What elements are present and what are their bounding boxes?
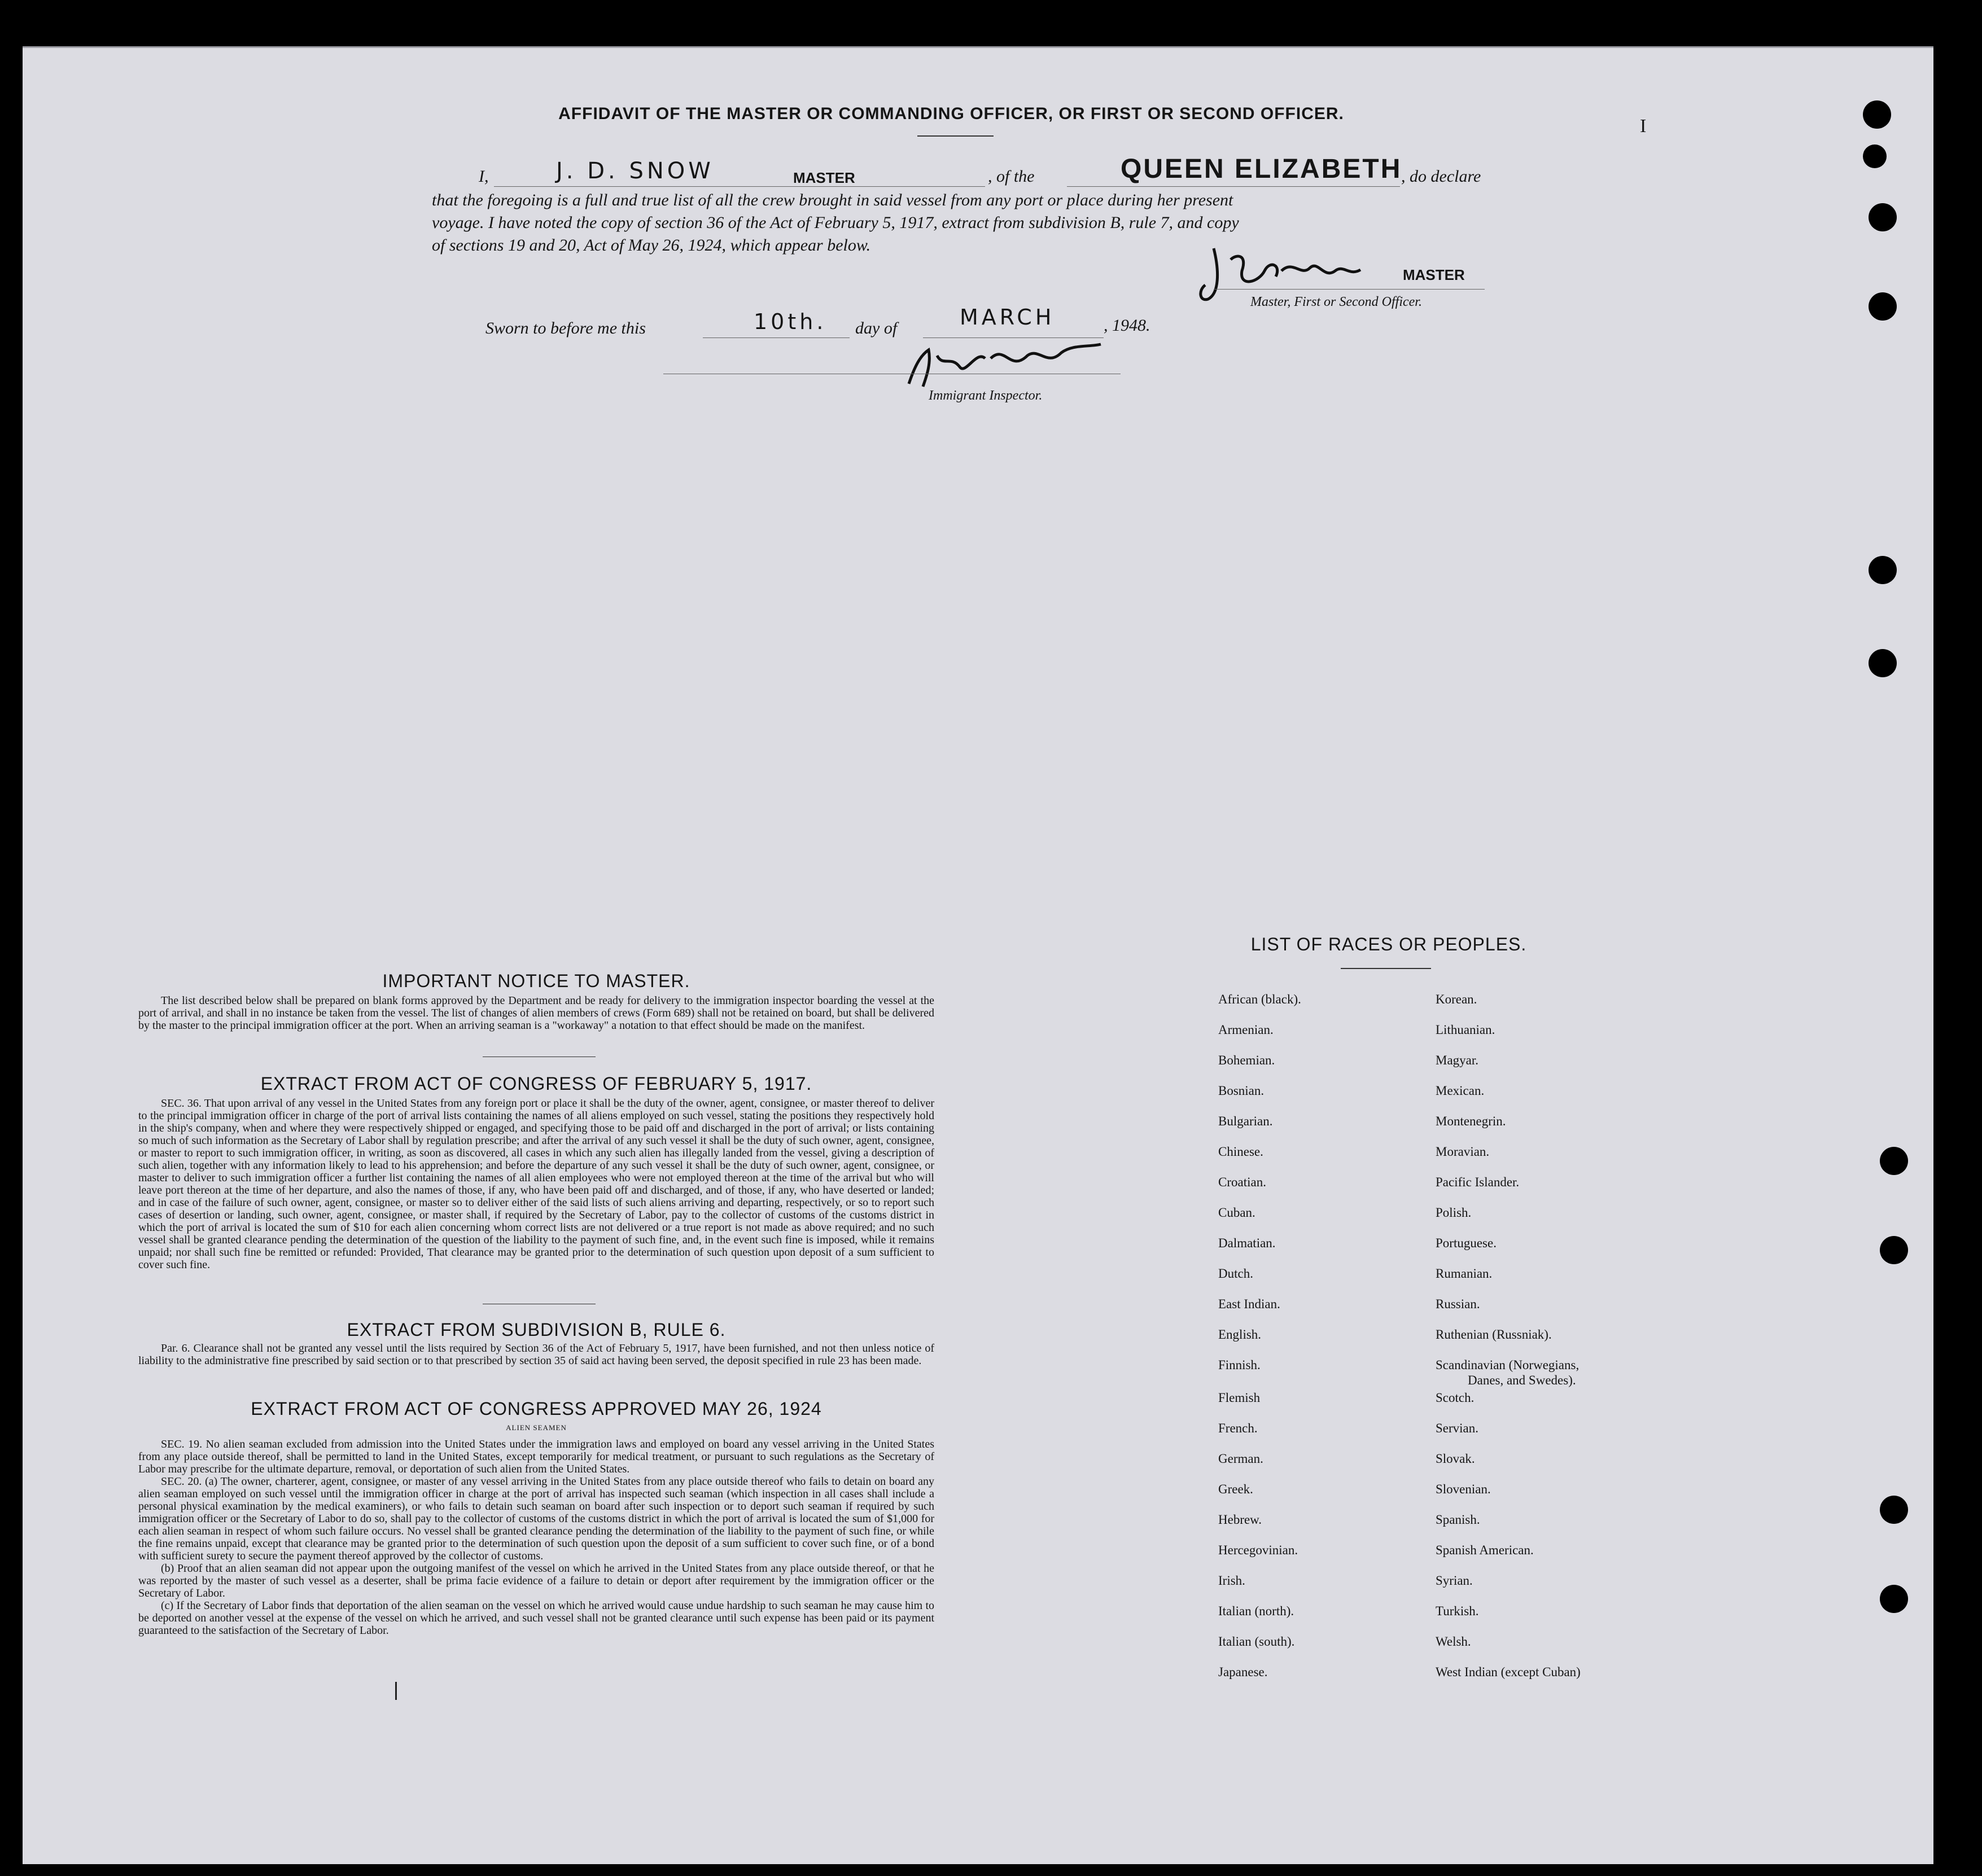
scandinavian-continuation: Danes, and Swedes). xyxy=(1468,1373,1576,1387)
race-item: Slovenian. xyxy=(1436,1482,1491,1496)
affidavit-i: I, xyxy=(479,167,489,186)
punch-hole xyxy=(1880,1585,1908,1613)
race-item: Dalmatian. xyxy=(1218,1236,1276,1250)
race-item: Croatian. xyxy=(1218,1175,1266,1189)
extract-1924-title: EXTRACT FROM ACT OF CONGRESS APPROVED MAY 26, 1924 xyxy=(251,1399,822,1419)
punch-hole xyxy=(1869,649,1897,677)
margin-tick xyxy=(395,1682,397,1700)
races-divider xyxy=(1341,968,1431,969)
punch-hole xyxy=(1869,292,1897,321)
race-item: German. xyxy=(1218,1452,1263,1466)
race-item: West Indian (except Cuban) xyxy=(1436,1665,1581,1679)
race-item: Russian. xyxy=(1436,1297,1480,1311)
race-item: Cuban. xyxy=(1218,1206,1255,1220)
rank-stamp: MASTER xyxy=(793,169,855,186)
rule-6-title: EXTRACT FROM SUBDIVISION B, RULE 6. xyxy=(347,1320,726,1340)
affidavit-line-4: of sections 19 and 20, Act of May 26, 1924, which appear below. xyxy=(432,236,871,255)
rule-6-text xyxy=(138,1342,934,1367)
signature-caption: Master, First or Second Officer. xyxy=(1250,295,1422,309)
race-item: Scandinavian (Norwegians, xyxy=(1436,1358,1580,1372)
punch-hole xyxy=(1880,1147,1908,1175)
sworn-day-handwritten: 10th. xyxy=(754,309,827,334)
affidavit-line-2: that the foregoing is a full and true list of all the crew brought in said vessel from any port or place during her present xyxy=(432,191,1233,209)
affidavit-title: AFFIDAVIT OF THE MASTER OR COMMANDING OFFICER, OR FIRST OR SECOND OFFICER. xyxy=(558,104,1344,123)
race-item: Servian. xyxy=(1436,1421,1479,1435)
race-item: Bulgarian. xyxy=(1218,1114,1273,1128)
notice-paragraph: The list described below shall be prepared on blank forms approved by the Department and be ready for delivery to the immigration inspector boarding the vessel at the port of arrival, and shall in no instance be taken from the vessel. The list of changes of alien members of crews (Form 689) shall not be retained on board, but shall be delivered by the master to the principal immigration officer at the port. When an arriving seaman is a "workaway" a notation to that effect should be made on the manifest. xyxy=(138,994,934,1032)
race-item: Polish. xyxy=(1436,1206,1472,1220)
section-20a-paragraph: SEC. 20. (a) The owner, charterer, agent, consignee, or master of any vessel arriving in the United States from any place outside thereof who fails to detain on board any alien seaman employed on such vessel until the immigration officer in charge at the port of arrival has inspected such seaman (which inspection in all cases shall include a personal physical examination by the medical examiners), or who fails to detain such seaman on board after such inspection or to deport such seaman if required by such immigration officer or the Secretary of Labor to do so, shall pay to the collector of customs of the customs district in which the port of arrival is located the sum of $1,000 for each alien seaman in respect of whom such failure occurs. No vessel shall be granted clearance pending the determination of the liability to the payment of such fine, or while the fine remains unpaid, except that clearance may be granted prior to the determination of such question upon the deposit of a sum sufficient to cover such fine, or of a bond with sufficient surety to secure the payment thereof approved by the collector of customs. xyxy=(138,1475,934,1562)
notice-text xyxy=(138,994,934,1032)
race-item: Welsh. xyxy=(1436,1634,1471,1649)
title-divider xyxy=(917,135,994,137)
race-item: Dutch. xyxy=(1218,1266,1253,1281)
section-19-paragraph: SEC. 19. No alien seaman excluded from admission into the United States under the immigration laws and employed on board any vessel arriving in the United States from any place outside thereof, shall be permitted to land in the United States, except temporarily for medical treatment, or pursuant to such regulations as the Secretary of Labor may prescribe for the ultimate departure, removal, or deportation of such alien from the United States. xyxy=(138,1438,934,1475)
sworn-day-line xyxy=(703,337,850,338)
vessel-name-stamp: QUEEN ELIZABETH xyxy=(1121,154,1402,184)
of-the-label: , of the xyxy=(988,167,1035,186)
race-item: Greek. xyxy=(1218,1482,1253,1496)
race-item: Italian (south). xyxy=(1218,1634,1295,1649)
punch-hole xyxy=(1869,556,1897,584)
race-item: Slovak. xyxy=(1436,1452,1475,1466)
race-item: Scotch. xyxy=(1436,1391,1475,1405)
race-item: East Indian. xyxy=(1218,1297,1280,1311)
punch-hole xyxy=(1880,1496,1908,1524)
signature-line xyxy=(1214,289,1485,290)
margin-mark: I xyxy=(1640,116,1647,137)
race-item: Moravian. xyxy=(1436,1145,1490,1159)
signature-rank-stamp: MASTER xyxy=(1403,266,1465,283)
race-item: Flemish xyxy=(1218,1391,1261,1405)
race-item: Ruthenian (Russniak). xyxy=(1436,1327,1552,1342)
inspector-signature xyxy=(898,333,1112,389)
race-item: Irish. xyxy=(1218,1573,1245,1588)
race-item: Portuguese. xyxy=(1436,1236,1497,1250)
race-item: Armenian. xyxy=(1218,1023,1274,1037)
race-item: Turkish. xyxy=(1436,1604,1479,1618)
name-line xyxy=(494,186,985,187)
race-item: Lithuanian. xyxy=(1436,1023,1495,1037)
section-20c-paragraph: (c) If the Secretary of Labor finds that deportation of the alien seaman on the vessel on which he arrived would cause undue hardship to such seaman he may cause him to be deported on another vessel at the expense of the vessel on which he arrived, and such vessel shall not be granted clearance until such expense has been paid or its payment guaranteed to the satisfaction of the Secretary of Labor. xyxy=(138,1599,934,1637)
punch-hole xyxy=(1863,144,1887,168)
extract-1924-text xyxy=(138,1438,934,1637)
race-item: Syrian. xyxy=(1436,1573,1473,1588)
notice-title: IMPORTANT NOTICE TO MASTER. xyxy=(382,971,690,991)
section-36-paragraph: SEC. 36. That upon arrival of any vessel in the United States from any foreign port or place it shall be the duty of the owner, agent, consignee, or master thereof to deliver to the principal immigration officer in charge of the port of arrival lists containing the names of all aliens employed on such vessel, stating the positions they respectively hold in the ship's company, when and where they were respectively shipped or engaged, and specifying those to be paid off and discharged in the port of arrival; or lists containing so much of such information as the Secretary of Labor shall by regulation prescribe; and after the arrival of any such vessel it shall be the duty of such owner, agent, consignee, or master to report to such immigration officer, in writing, as soon as discovered, all cases in which any such alien has illegally landed from the vessel, giving a description of such alien, together with any information likely to lead to his apprehension; and before the departure of any such vessel it shall be the duty of such owner, agent, consignee, or master to deliver to such immigration officer a further list containing the names of all alien employees who were not employed thereon at the time of the arrival but who will leave port thereon at the time of her departure, and also the names of those, if any, who have been paid off and discharged, and of those, if any, who have deserted or landed; and in case of the failure of such owner, agent, consignee, or master so to deliver either of the said lists of such aliens arriving and departing, respectively, or so to report such cases of desertion or landing, such owner, agent, consignee, or master shall, if required by the Secretary of Labor, pay to the collector of customs of the customs district in which the port of arrival is located the sum of $10 for each alien concerning whom correct lists are not delivered or a true report is not made as above required; and no such vessel shall be granted clearance pending the determination of the question of the liability to the payment of such fine, and, in the event such fine is imposed, while it remains unpaid; nor shall such fine be remitted or refunded: Provided, That clearance may be granted prior to the determination of such question upon deposit of a sum sufficient to cover such fine. xyxy=(138,1097,934,1271)
race-item: Magyar. xyxy=(1436,1053,1479,1067)
race-item: Italian (north). xyxy=(1218,1604,1294,1618)
race-item: Pacific Islander. xyxy=(1436,1175,1520,1189)
punch-hole xyxy=(1863,100,1891,129)
sworn-month-handwritten: MARCH xyxy=(960,305,1055,330)
race-item: English. xyxy=(1218,1327,1262,1342)
sworn-year: , 1948. xyxy=(1104,316,1150,335)
race-item: Mexican. xyxy=(1436,1084,1485,1098)
races-title: LIST OF RACES OR PEOPLES. xyxy=(1250,934,1527,954)
race-item: Finnish. xyxy=(1218,1358,1261,1372)
punch-hole xyxy=(1869,203,1897,231)
race-item: Hebrew. xyxy=(1218,1513,1262,1527)
extract-1917-text xyxy=(138,1097,934,1271)
do-declare-label: , do declare xyxy=(1401,167,1481,186)
section-20b-paragraph: (b) Proof that an alien seaman did not appear upon the outgoing manifest of the vessel on which he arrived in the United States from any place outside thereof, or that he was reported by the master of such vessel as a deserter, shall be prima facie evidence of a failure to detain or deport after requirement by the immigration officer or the Secretary of Labor. xyxy=(138,1562,934,1599)
race-item: Bosnian. xyxy=(1218,1084,1265,1098)
race-item: Bohemian. xyxy=(1218,1053,1275,1067)
rule-6-paragraph: Par. 6. Clearance shall not be granted any vessel until the lists required by Section 36 of the Act of February 5, 1917, have been furnished, and not then unless notice of liability to the administrative fine prescribed by said section or to that prescribed by section 35 of said act having been served, the deposit specified in rule 23 has been made. xyxy=(138,1342,934,1367)
race-item: Rumanian. xyxy=(1436,1266,1493,1281)
sworn-prefix: Sworn to before me this xyxy=(485,319,646,337)
race-item: African (black). xyxy=(1218,992,1301,1006)
vessel-line xyxy=(1067,186,1400,187)
race-item: Montenegrin. xyxy=(1436,1114,1506,1128)
alien-seamen-subtitle: ALIEN SEAMEN xyxy=(506,1423,567,1432)
race-item: French. xyxy=(1218,1421,1258,1435)
punch-hole xyxy=(1880,1236,1908,1264)
race-item: Hercegovinian. xyxy=(1218,1543,1298,1557)
race-item: Chinese. xyxy=(1218,1145,1263,1159)
race-item: Korean. xyxy=(1436,992,1477,1006)
day-of-label: day of xyxy=(855,319,898,337)
master-name-handwritten: J. D. SNOW xyxy=(556,158,714,184)
extract-1917-title: EXTRACT FROM ACT OF CONGRESS OF FEBRUARY 5, 1917. xyxy=(260,1073,812,1094)
race-item: Spanish American. xyxy=(1436,1543,1534,1557)
inspector-caption: Immigrant Inspector. xyxy=(929,388,1043,403)
race-item: Spanish. xyxy=(1436,1513,1480,1527)
race-item: Japanese. xyxy=(1218,1665,1268,1679)
affidavit-line-3: voyage. I have noted the copy of section 36 of the Act of February 5, 1917, extract from subdivision B, rule 7, and copy xyxy=(432,213,1239,232)
